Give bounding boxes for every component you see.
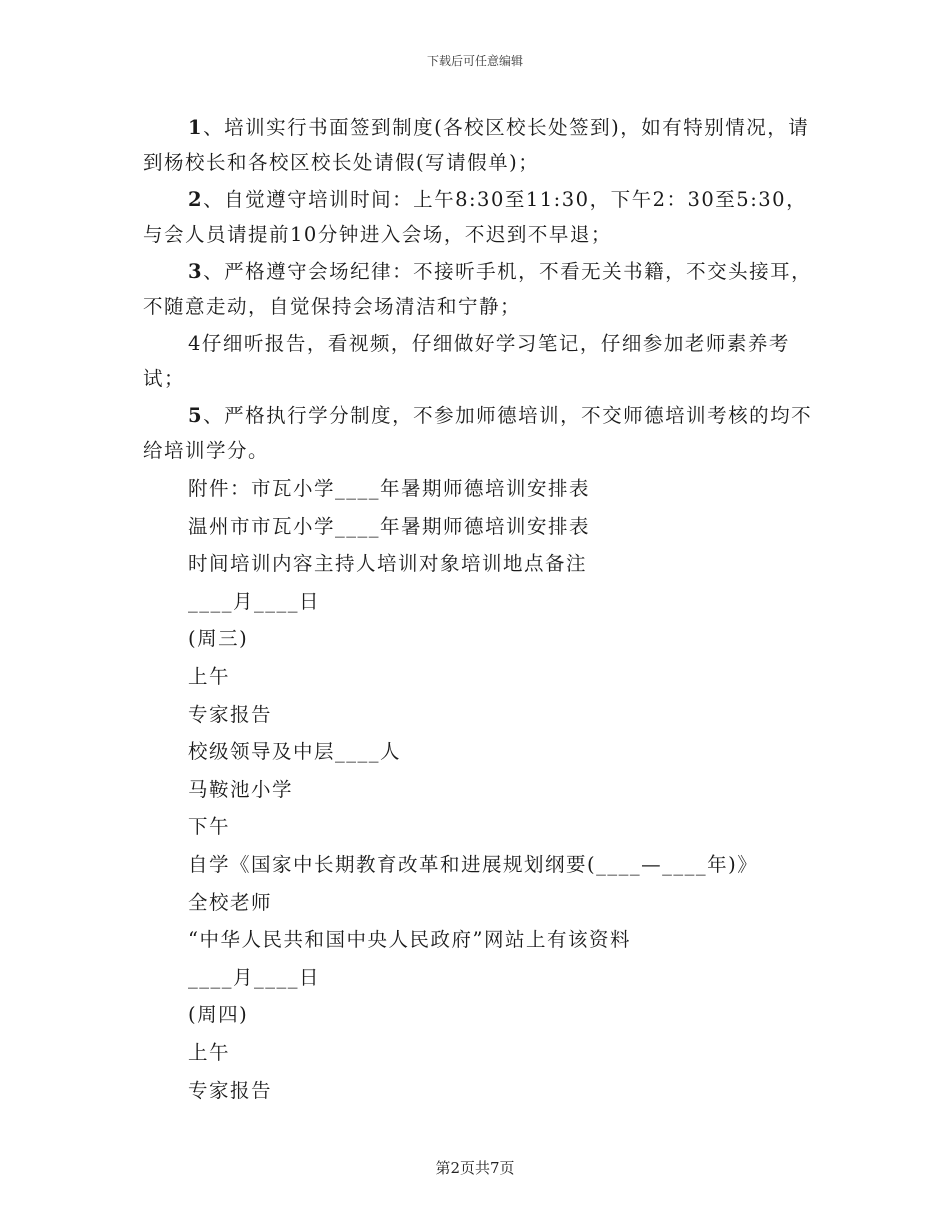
schedule-session: 上午 [188, 664, 231, 688]
paragraph-rule-3 [143, 254, 813, 324]
paragraph-number: 2 [188, 188, 204, 211]
paragraph-text: 4仔细听报告，看视频，仔细做好学习笔记，仔细参加老师素养考试； [143, 332, 790, 390]
schedule-note: “中华人民共和国中央人民政府”网站上有该资料 [188, 928, 631, 952]
schedule-content: 专家报告 [188, 702, 273, 726]
schedule-columns: 时间培训内容主持人培训对象培训地点备注 [188, 552, 588, 576]
paragraph-rule-1 [143, 110, 813, 180]
paragraph-rule-2 [143, 182, 813, 252]
paragraph-rule-4 [143, 326, 813, 396]
schedule-content: 专家报告 [188, 1078, 273, 1102]
schedule-weekday: (周三) [188, 627, 249, 651]
paragraph-rule-5 [143, 398, 813, 468]
document-body [143, 110, 813, 1109]
schedule-content: 自学《国家中长期教育改革和进展规划纲要(____—____年)》 [188, 852, 759, 876]
schedule-weekday: (周四) [188, 1003, 249, 1027]
paragraph-text: 、培训实行书面签到制度(各校区校长处签到)，如有特别情况，请到杨校长和各校区校长处请假(写请假单)； [143, 116, 810, 174]
schedule-session: 上午 [188, 1040, 231, 1064]
page-footer: 第2页共7页 [435, 1159, 515, 1177]
schedule-title: 温州市市瓦小学____年暑期师德培训安排表 [188, 514, 591, 538]
paragraph-text: 、严格遵守会场纪律：不接听手机，不看无关书籍，不交头接耳，不随意走动，自觉保持会场清洁和宁静； [143, 260, 813, 318]
schedule-audience: 校级领导及中层____人 [188, 740, 402, 764]
attachment-title: 附件：市瓦小学____年暑期师德培训安排表 [188, 477, 591, 500]
paragraph-text: 、严格执行学分制度，不参加师德培训，不交师德培训考核的均不给培训学分。 [143, 404, 813, 462]
paragraph-number: 5 [188, 404, 204, 427]
paragraph-number: 3 [188, 260, 204, 283]
schedule-date: ____月____日 [188, 589, 321, 613]
schedule-session: 下午 [188, 815, 231, 839]
schedule-audience: 全校老师 [188, 890, 273, 914]
page-header: 下载后可任意编辑 [426, 54, 523, 68]
schedule-location: 马鞍池小学 [188, 777, 294, 801]
paragraph-number: 1 [188, 116, 204, 139]
paragraph-text: 、自觉遵守培训时间：上午8:30至11:30，下午2：30至5:30，与会人员请提前10分钟进入会场，不迟到不早退； [143, 188, 808, 246]
schedule-date: ____月____日 [188, 965, 321, 989]
